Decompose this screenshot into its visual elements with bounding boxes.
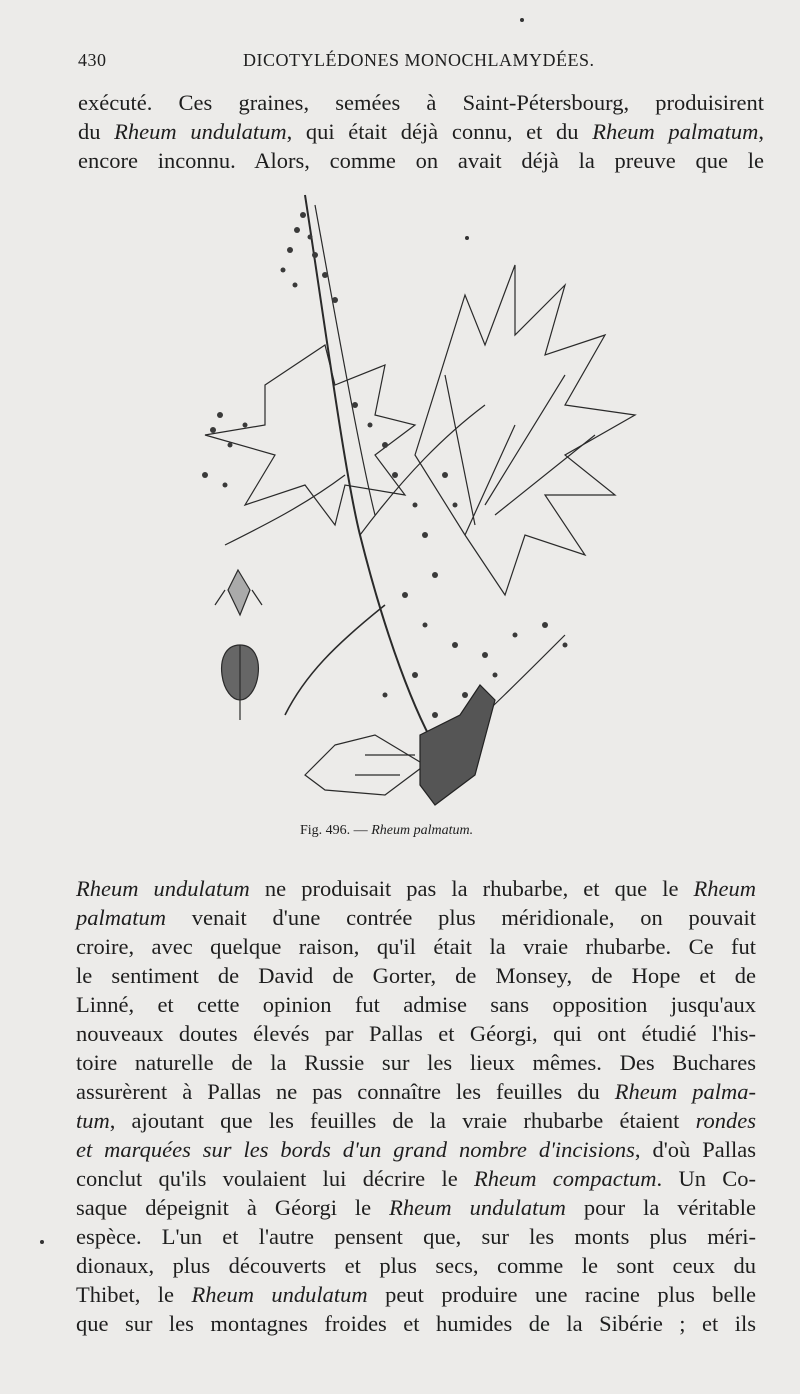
text-span: encore inconnu. Alors, comme on avait déjà la preuve que le [78, 148, 764, 173]
italic-span: Rheum compactum [474, 1166, 657, 1191]
text-span: le sentiment de David de Gorter, de Monsey, de Hope et de [76, 963, 756, 988]
speck [520, 18, 524, 22]
text-line [76, 965, 756, 988]
figure-caption [300, 823, 473, 839]
text-span: nouveaux doutes élevés par Pallas et Géorgi, qui ont étudié l'his- [76, 1021, 756, 1046]
text-span: croire, avec quelque raison, qu'il était la vraie rhubarbe. Ce fut [76, 934, 756, 959]
text-span: du [78, 119, 115, 144]
figure-number: Fig. 496. — [300, 823, 372, 838]
text-span: peut produire une racine plus belle [367, 1282, 756, 1307]
text-span: pour la véritable [565, 1195, 756, 1220]
text-span: ne produisait pas la rhubarbe, et que le [249, 876, 694, 901]
plant-drawing [185, 175, 655, 825]
text-line [76, 1313, 756, 1336]
text-line [76, 1139, 756, 1162]
text-span: venait d'une contrée plus méridionale, on pouvait [166, 905, 756, 930]
text-line [76, 1110, 756, 1133]
text-span: , ajoutant que les feuilles de la vraie rhubarbe étaient [109, 1108, 696, 1133]
text-line [76, 907, 756, 930]
italic-span: tum [76, 1108, 110, 1133]
italic-span: Rheum palma- [614, 1079, 756, 1104]
figure-species: Rheum palmatum. [371, 823, 474, 838]
text-span: Linné, et cette opinion fut admise sans opposition jusqu'aux [76, 992, 756, 1017]
text-line [76, 1197, 756, 1220]
text-span: toire naturelle de la Russie sur les lieux mêmes. Des Buchares [76, 1050, 756, 1075]
text-span: exécuté. Ces graines, semées à Saint-Pétersbourg, produisirent [78, 90, 764, 115]
text-line [76, 1081, 756, 1104]
italic-span: Rheum undulatum [191, 1282, 368, 1307]
italic-span: palmatum [76, 905, 166, 930]
text-span: que sur les montagnes froides et humides de la Sibérie ; et ils [76, 1311, 756, 1336]
species-name: Rheum undulatum [114, 119, 287, 144]
italic-span: Rheum undulatum [389, 1195, 566, 1220]
text-line [78, 121, 764, 144]
text-line [76, 1168, 756, 1191]
text-span: Thibet, le [76, 1282, 192, 1307]
text-span: . Un Co- [656, 1166, 757, 1191]
text-span: dionaux, plus découverts et plus secs, comme le sont ceux du [76, 1253, 756, 1278]
text-line [78, 92, 764, 115]
speck [40, 1240, 44, 1244]
text-span: conclut qu'ils voulaient lui décrire le [76, 1166, 475, 1191]
text-line [76, 994, 756, 1017]
speck [465, 236, 469, 240]
italic-span: Rheum [693, 876, 756, 901]
species-name: Rheum palmatum [592, 119, 759, 144]
italic-span: Rheum undulatum [76, 876, 250, 901]
rheum-palmatum-illustration [185, 175, 655, 825]
text-span: , d'où Pallas [634, 1137, 756, 1162]
text-line [78, 150, 764, 173]
italic-span: et marquées sur les bords d'un grand nombre d'incisions [76, 1137, 635, 1162]
text-span: , qui était déjà connu, et du [286, 119, 593, 144]
text-line [76, 936, 756, 959]
text-span: saque dépeignit à Géorgi le [76, 1195, 390, 1220]
text-span: , [758, 119, 764, 144]
text-line [76, 1226, 756, 1249]
text-span: assurèrent à Pallas ne pas connaître les feuilles du [76, 1079, 615, 1104]
flower-seed-detail-drawing [210, 565, 270, 725]
text-line [76, 1284, 756, 1307]
page-number: 430 [78, 50, 107, 70]
running-title: DICOTYLÉDONES MONOCHLAMYDÉES. [243, 50, 595, 70]
text-span: espèce. L'un et l'autre pensent que, sur les monts plus méri- [76, 1224, 756, 1249]
italic-span: rondes [695, 1108, 756, 1133]
text-line [76, 1023, 756, 1046]
text-line [76, 878, 756, 901]
text-line [76, 1255, 756, 1278]
text-line [76, 1052, 756, 1075]
